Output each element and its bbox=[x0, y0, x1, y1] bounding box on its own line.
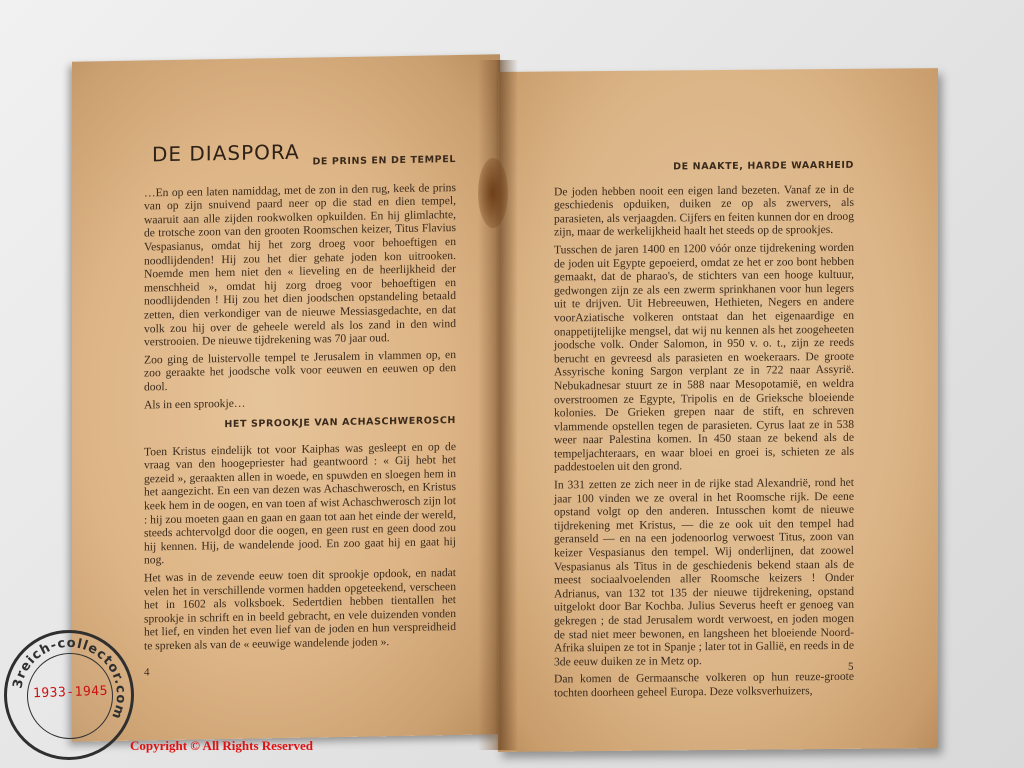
watermark-stamp bbox=[4, 630, 134, 760]
paragraph: Als in een sprookje… bbox=[144, 396, 246, 411]
section-heading-waarheid: DE NAAKTE, HARDE WAARHEID bbox=[673, 159, 854, 173]
paragraph: Tusschen de jaren 1400 en 1200 vóór onze tijdrekening worden de joden uit Egypte gepoeierd, omdat ze het er zoo bont hebben gemaakt, dat de pharao's, de stichters van een hooge kultuur, gedwongen zijn ze als een zwerm sprinkhanen voor hun legers uit te drijven. Uit Hebreeuwen, Hethieten, Negers en andere voorAziatische volkeren ontstaat dan het eigenaardige en onappetijtelijke mengsel, dat wij nu kennen als het zoogeheeten joodsche volk. Onder Salomon, in 950 v. o. t., zijn ze reeds berucht en gevreesd als parasieten en woekeraars. De groote Assyrische koning Sargon verplant ze in 722 naar Assyrië. Nebukadnesar stuurt ze in 588 naar Mesopotamië, en weldra overstroomen ze Egypte, Tripolis en de Grieksche bloeiende kolonies. De Grieken grepen naar de stift, en schreven vlammende opstellen tegen de parasieten. Cyrus laat ze in 538 weer naar Palestina komen. In 450 staan ze bekend als de tempeljachteraars, en waar bloei en groei is, schieten ze als paddestoelen uit den grond. bbox=[554, 240, 854, 474]
paragraph: Toen Kristus eindelijk tot voor Kaiphas was gesleept en op de vraag van den hoogepriester had geantwoord : « Gij hebt het gezeid », geraakten allen in woede, en spuwden en sloegen hem in het aangezicht. En een van dezen was Achaschwerosch, en Kristus keek hem in de oogen, en van toen af wist Achaschwerosch zijn lot : hij zou moeten gaan en gaan en gaan tot aan het einde der wereld, steeds achtervolgd door die oogen, en geen rust en geen dood zou hij kennen. Hij, de wandelende jood. En zoo gaat hij en gaat hij nog. bbox=[144, 439, 456, 567]
right-page bbox=[498, 68, 938, 752]
section-sprookje-body bbox=[144, 440, 456, 653]
left-page bbox=[72, 54, 500, 741]
chapter-title: DE DIASPORA bbox=[152, 139, 300, 167]
page-number-right: 5 bbox=[848, 660, 854, 673]
left-page-text bbox=[144, 135, 456, 657]
paragraph: Zoo ging de luistervolle tempel te Jerusalem in vlammen op, en zoo geraakte het joodsche volk voor eeuwen en eeuwen op den dool. bbox=[144, 347, 456, 394]
section-waarheid-body bbox=[554, 182, 854, 700]
copyright-notice: Copyright © All Rights Reserved bbox=[130, 738, 314, 753]
right-page-text bbox=[554, 159, 854, 704]
paragraph: Het was in de zevende eeuw toen dit sprookje opdook, en nadat velen het in verschillende vormen hadden opgeteekend, verscheen het in 1602 als volksboek. Sedertdien hebben tientallen het sprookje in schrift en in beeld gebracht, en vele duizenden vonden het lief, en vinden het even lief van de joden en hun verspreidheid te spreken als van de « eeuwige wandelende joden ». bbox=[144, 566, 456, 653]
page-number-left: 4 bbox=[144, 666, 150, 679]
section-heading-prins: DE PRINS EN DE TEMPEL bbox=[312, 154, 456, 168]
paragraph: Dan komen de Germaansche volkeren op hun reuze-groote tochten doorheen geheel Europa. Deze volksverhuizers, bbox=[554, 670, 854, 700]
paragraph: In 331 zetten ze zich neer in de rijke stad Alexandrië, rond het jaar 100 vinden we ze overal in het Roomsche rijk. De eene opstand volgt op den anderen. Intusschen komt de nieuwe tijdrekening met Kristus, — die ze ook uit den tempel had geranseld — en na een jodenoorlog verwoest Titus, zoon van keizer Vespasianus den tempel. Wij onderlijnen, dat zoowel Vespasianus als Titus in de geschiedenis bekend staan als de meest sociaalvoelenden aller Roomsche keizers ! Onder Adrianus, van 132 tot 135 der nieuwe tijdrekening, opstand uitgelokt door Bar Kochba. Julius Severus heeft er genoeg van gekregen ; de stad Jerusalem wordt verwoest, en joden mogen de stad niet meer bewonen, en langsheen het bloeiende Noord-Afrika sluipen ze tot in Spanje ; later tot in Gallië, en reeds in de 3de eeuw duiken ze in Metz op. bbox=[554, 475, 854, 669]
section-heading-sprookje: HET SPROOKJE VAN ACHASCHWEROSCH bbox=[224, 415, 456, 431]
stamp-ring-label: 3reich-collector.com bbox=[10, 635, 129, 722]
section-prins-body bbox=[144, 181, 456, 412]
paragraph: De joden hebben nooit een eigen land bezeten. Vanaf ze in de geschiedenis opduiken, duiken ze op als zwervers, als parasieten, als verjaagden. Cijfers en feiten kunnen dor en droog zijn, maar de werkelijkheid haalt het steeds op de sprookjes. bbox=[554, 182, 854, 239]
stamp-dates: 1933-1945 bbox=[32, 683, 109, 702]
gutter-stain bbox=[478, 158, 508, 228]
paragraph: …En op een laten namiddag, met de zon in den rug, keek de prins van op zijn snuivend paard neer op die stad en dien tempel, waaruit aan alle zijden rookwolken opkuilden. En hij glimlachte, de trotsche zoon van den grooten Roomschen keizer, Titus Flavius Vespasianus, omdat hij het zorg droeg voor behoeftigen en noodlijdenden! Hij zou het dier gehate joden kon uitrooken. Noemde men hem niet den « lieveling en de heerlijkheid der menschheid », omdat hij zorg droeg voor behoeftigen en noodlijdenden ! Hij zou het dien joodschen opstandeling betaald zetten, dien verkondiger van de nieuwe Messiasgedachte, en dat volk zou hij over de geheele wereld als los zand in den wind verstrooien. De nieuwe tijdrekening was 70 jaar oud. bbox=[144, 180, 456, 349]
